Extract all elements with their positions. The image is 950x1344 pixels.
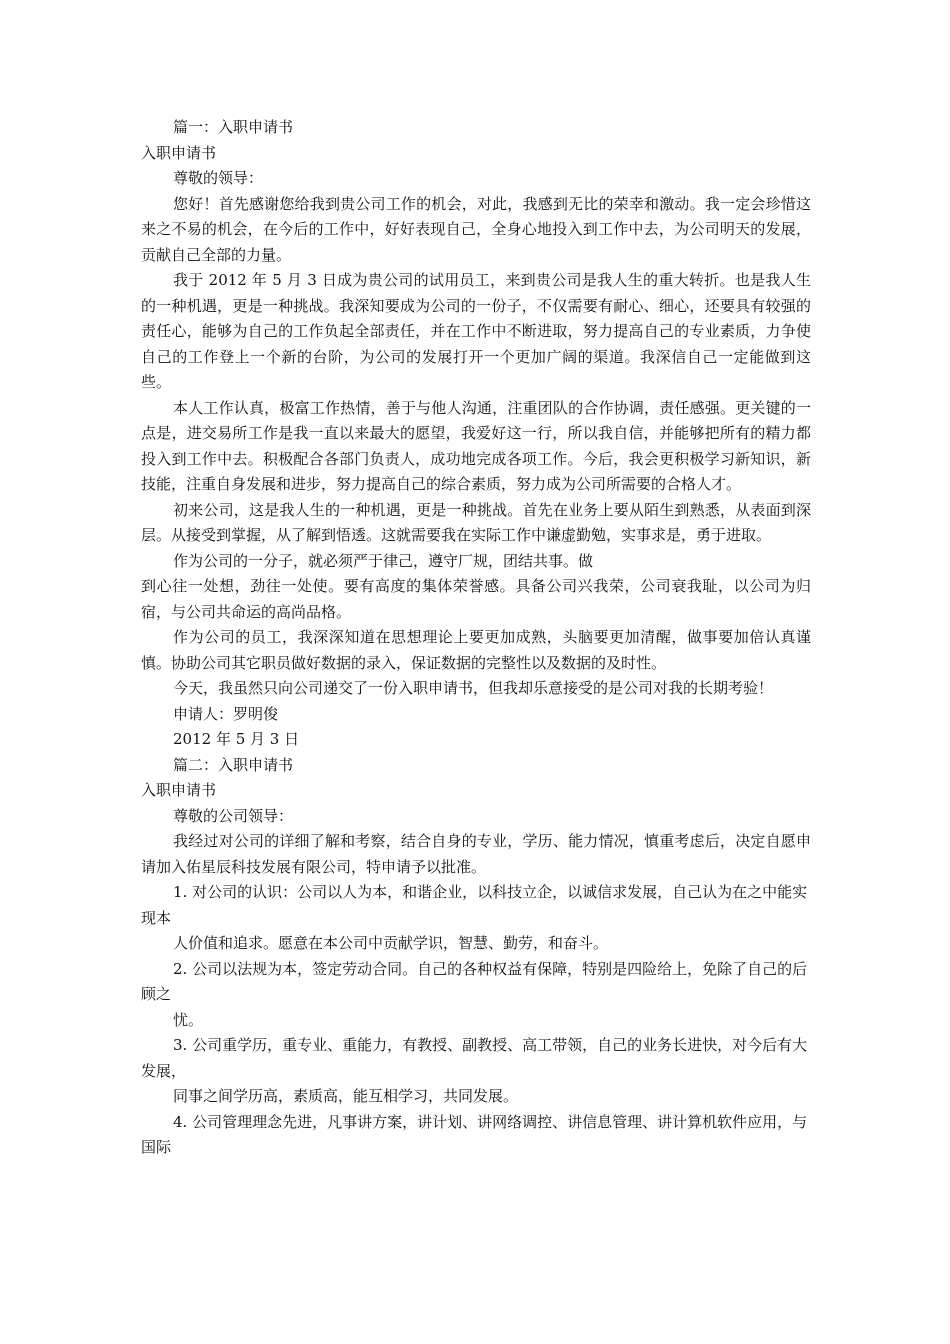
paragraph: 作为公司的员工，我深深知道在思想理论上要更加成熟，头脑要更加清醒，做事要加倍认真谨慎。协助公司其它职员做好数据的录入，保证数据的完整性以及数据的及时性。 — [141, 628, 811, 672]
list-item-continuation: 人价值和追求。愿意在本公司中贡献学识，智慧、勤劳，和奋斗。 — [173, 934, 609, 952]
section-heading-2: 篇二：入职申请书 — [173, 755, 294, 774]
list-item: 1. 对公司的认识：公司以人为本，和谐企业，以科技立企，以诚信求发展，自己认为在之中能实现本 — [141, 883, 808, 927]
letter-title-1: 入职申请书 — [141, 143, 217, 162]
list-item-continuation: 同事之间学历高，素质高，能互相学习，共同发展。 — [173, 1087, 519, 1105]
list-item-continuation: 忧。 — [173, 1010, 204, 1029]
list-item: 2. 公司以法规为本，签定劳动合同。自己的各种权益有保障，特别是四险给上，免除了自己的后顾之 — [141, 959, 808, 1003]
paragraph: 初来公司，这是我人生的一种机遇，更是一种挑战。首先在业务上要从陌生到熟悉，从表面到深层。从接受到掌握，从了解到悟透。这就需要我在实际工作中谦虚勤勉，实事求是，勇于进取。 — [141, 500, 811, 544]
list-item: 4. 公司管理理念先进，凡事讲方案，讲计划、讲网络调控、讲信息管理、讲计算机软件应用，与国际 — [141, 1112, 808, 1156]
salutation-1: 尊敬的领导： — [173, 169, 264, 187]
applicant-signature: 申请人：罗明俊 — [173, 704, 279, 723]
paragraph: 我于 2012 年 5 月 3 日成为贵公司的试用员工，来到贵公司是我人生的重大转折。也是我人生的一种机遇，更是一种挑战。我深知要成为公司的一份子，不仅需要有耐心、细心，还要具有较强的责任心，能够为自己的工作负起全部责任，并在工作中不断进取，努力提高自己的专业素质，力争使自己的工作登上一个新的台阶，为公司的发展打开一个更加广阔的渠道。我深信自己一定能做到这些。 — [141, 271, 811, 391]
salutation-2: 尊敬的公司领导： — [173, 806, 294, 825]
document-body — [141, 115, 811, 1161]
paragraph: 今天，我虽然只向公司递交了一份入职申请书，但我却乐意接受的是公司对我的长期考验！ — [173, 679, 774, 697]
section-heading-1: 篇一：入职申请书 — [173, 118, 294, 136]
letter-title-2: 入职申请书 — [141, 781, 217, 799]
paragraph: 您好！首先感谢您给我到贵公司工作的机会，对此，我感到无比的荣幸和激动。我一定会珍惜这来之不易的机会，在今后的工作中，好好表现自己，全身心地投入到工作中去，为公司明天的发展，贡献自己全部的力量。 — [141, 194, 811, 264]
list-item: 3. 公司重学历，重专业、重能力，有教授、副教授、高工带领，自己的业务长进快，对今后有大发展， — [141, 1036, 808, 1080]
paragraph: 我经过对公司的详细了解和考察，结合自身的专业，学历、能力情况，慎重考虑后，决定自愿申请加入佑星辰科技发展有限公司，特申请予以批准。 — [141, 832, 811, 876]
paragraph: 作为公司的一分子，就必须严于律己，遵守厂规，团结共事。做 — [173, 551, 594, 570]
letter-date: 2012 年 5 月 3 日 — [173, 730, 300, 748]
paragraph: 本人工作认真，极富工作热情，善于与他人沟通，注重团队的合作协调，责任感强。更关键的一点是，进交易所工作是我一直以来最大的愿望，我爱好这一行，所以我自信，并能够把所有的精力都投入到工作中去。积极配合各部门负责人，成功地完成各项工作。今后，我会更积极学习新知识，新技能，注重自身发展和进步，努力提高自己的综合素质，努力成为公司所需要的合格人才。 — [141, 398, 811, 493]
paragraph: 到心往一处想，劲往一处使。要有高度的集体荣誉感。具备公司兴我荣，公司衰我耻，以公司为归宿，与公司共命运的高尚品格。 — [141, 577, 811, 621]
